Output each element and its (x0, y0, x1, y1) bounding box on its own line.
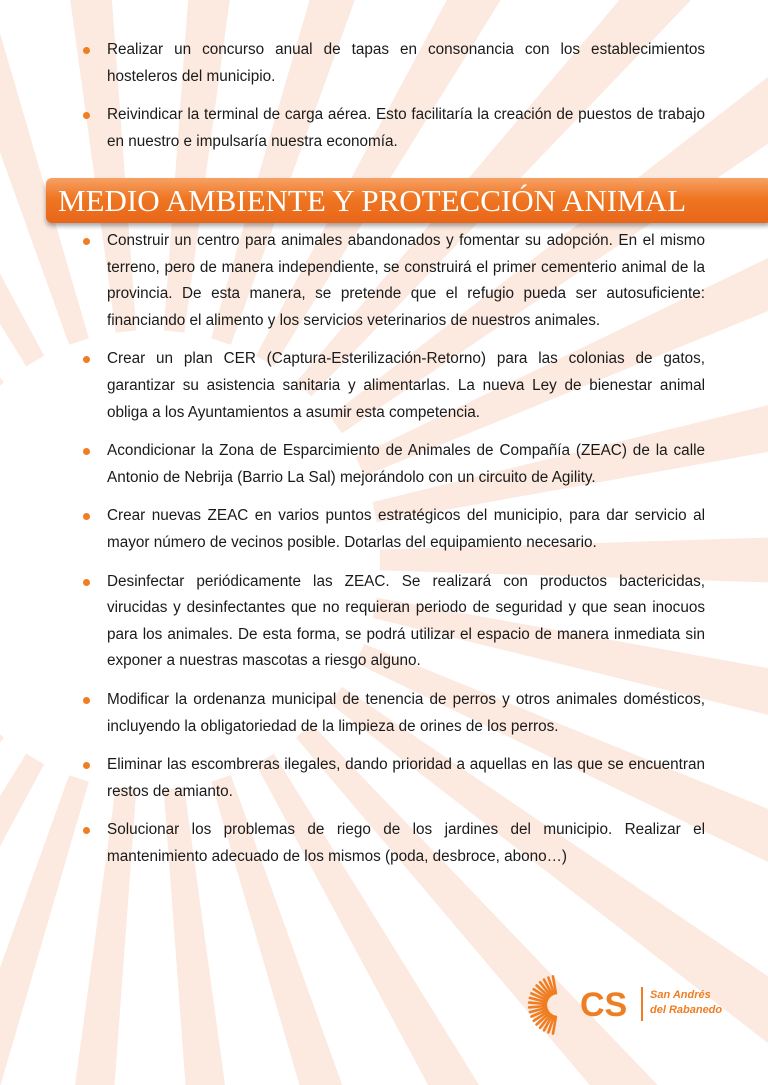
bullet-icon (83, 697, 90, 704)
list-item-text: Realizar un concurso anual de tapas en consonancia con los establecimientos hosteleros del municipio. (107, 41, 705, 85)
list-item-text: Modificar la ordenanza municipal de tenencia de perros y otros animales domésticos, incluyendo la obligatoriedad de la limpieza de orines de los perros. (107, 690, 705, 735)
party-logo (518, 973, 723, 1037)
list-item-text: Eliminar las escombreras ilegales, dando prioridad a aquellas en las que se encuentran restos de amianto. (107, 756, 705, 800)
list-item (80, 228, 705, 334)
list-item (80, 817, 705, 870)
section-bullet-list (80, 228, 705, 882)
logo-divider (641, 987, 643, 1021)
list-item (80, 687, 705, 740)
list-item (80, 346, 705, 426)
list-item-text: Crear nuevas ZEAC en varios puntos estratégicos del municipio, para dar servicio al mayor número de vecinos posible. Dotarlas del equipamiento necesario. (107, 507, 705, 551)
bullet-icon (83, 448, 90, 455)
list-item (80, 569, 705, 675)
logo-ray (529, 1003, 546, 1004)
bullet-icon (83, 356, 90, 363)
cs-logo-mark (518, 973, 638, 1037)
top-bullet-list (80, 37, 705, 167)
list-item-text: Solucionar los problemas de riego de los jardines del municipio. Realizar el mantenimiento adecuado de los mismos (poda, desbroce, abono…) (107, 821, 705, 865)
list-item-text: Crear un plan CER (Captura-Esterilización-Retorno) para las colonias de gatos, garantizar su asistencia sanitaria y alimentarlas. La nueva Ley de bienestar animal obliga a los Ayuntamientos a asumir esta competencia. (107, 350, 705, 421)
list-item-text: Reivindicar la terminal de carga aérea. Esto facilitaría la creación de puestos de trabajo en nuestro e impulsaría nuestra economía. (107, 106, 705, 150)
list-item (80, 503, 705, 556)
bullet-icon (83, 762, 90, 769)
logo-line-1: San Andrés (650, 989, 711, 1001)
list-item (80, 752, 705, 805)
bullet-icon (83, 513, 90, 520)
bullet-icon (83, 47, 90, 54)
bullet-icon (83, 827, 90, 834)
logo-text (650, 988, 740, 1018)
logo-rays-icon (529, 976, 556, 1033)
list-item-text: Desinfectar periódicamente las ZEAC. Se realizará con productos bactericidas, virucidas y desinfectantes que no requieran periodo de seguridad y que sean inocuos para los animales. De esta forma, se podrá utilizar el espacio de manera inmediata sin exponer a nuestras mascotas a riesgo alguno. (107, 572, 705, 670)
list-item-text: Construir un centro para animales abandonados y fomentar su adopción. En el mismo terreno, pero de manera independiente, se construirá el primer cementerio animal de la provincia. De esta manera, se pretende que el refugio pueda ser autosuficiente: financiando el alimento y los servicios veterinarios de nuestros animales. (107, 232, 705, 329)
list-item-text: Acondicionar la Zona de Esparcimiento de Animales de Compañía (ZEAC) de la calle Antonio de Nebrija (Barrio La Sal) mejorándolo con un circuito de Agility. (107, 442, 705, 486)
list-item (80, 438, 705, 491)
logo-ray (529, 1006, 546, 1007)
logo-mark-text: CS (580, 986, 628, 1024)
list-item (80, 37, 705, 90)
section-heading: MEDIO AMBIENTE Y PROTECCIÓN ANIMAL (46, 178, 768, 223)
bullet-icon (83, 579, 90, 586)
list-item (80, 102, 705, 155)
bullet-icon (83, 112, 90, 119)
logo-line-2: del Rabanedo (650, 1004, 723, 1016)
bullet-icon (83, 238, 90, 245)
